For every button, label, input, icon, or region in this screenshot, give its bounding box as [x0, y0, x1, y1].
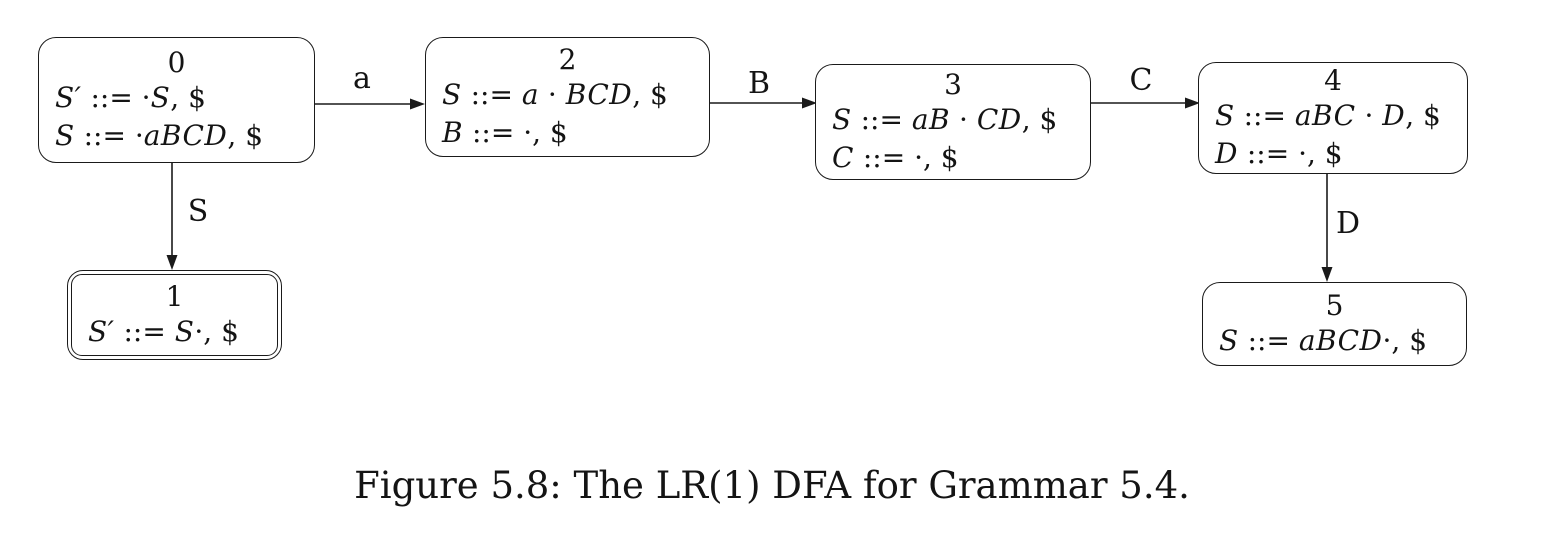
- state-1-inner-border: [71, 274, 278, 356]
- lr-item: B ::= ·, $: [442, 115, 568, 149]
- state-1: [67, 270, 282, 360]
- edge-label-B: B: [747, 66, 771, 101]
- lr-item: S′ ::= S·, $: [88, 314, 239, 348]
- lr-item: S′ ::= ·S, $: [55, 80, 206, 114]
- state-4-number: 4: [1324, 63, 1342, 97]
- lr-item: S ::= aBC · D, $: [1215, 98, 1441, 132]
- state-3-number: 3: [944, 67, 962, 101]
- state-0-number: 0: [167, 45, 186, 79]
- edge-label-a: a: [353, 61, 371, 96]
- lr-item: S ::= aBCD·, $: [1219, 323, 1428, 357]
- edge-label-S: S: [187, 194, 209, 229]
- state-1-number: 1: [165, 279, 184, 313]
- edge-label-C: C: [1129, 63, 1153, 98]
- state-2: [425, 37, 710, 157]
- state-5: [1202, 282, 1467, 366]
- lr-item: S ::= a · BCD, $: [442, 77, 668, 111]
- lr-item: D ::= ·, $: [1215, 136, 1343, 170]
- lr-item: C ::= ·, $: [832, 140, 959, 174]
- lr-item: S ::= ·aBCD, $: [55, 118, 264, 152]
- state-5-number: 5: [1325, 288, 1344, 322]
- state-3: [815, 64, 1091, 180]
- state-4: [1198, 62, 1468, 174]
- figure-caption: Figure 5.8: The LR(1) DFA for Grammar 5.4.: [354, 464, 1190, 507]
- lr-item: S ::= aB · CD, $: [832, 102, 1058, 136]
- state-0: [38, 37, 315, 163]
- state-2-number: 2: [558, 42, 577, 76]
- edge-label-D: D: [1335, 206, 1361, 241]
